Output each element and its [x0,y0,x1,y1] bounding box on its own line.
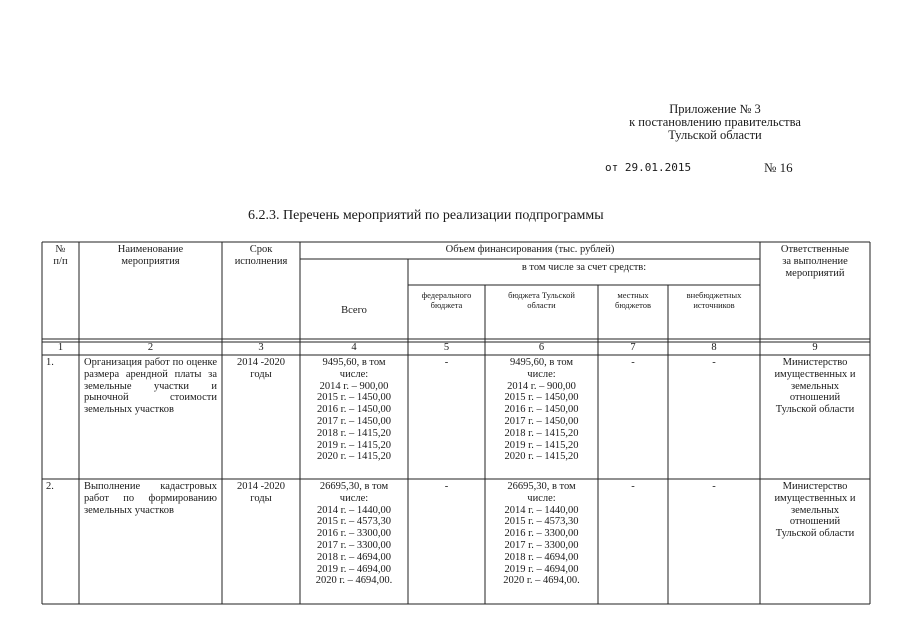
row-1-responsible: Министерство имущественных и земельных отношений Тульской области [774,357,856,416]
col-number: 7 [630,342,636,353]
row-2-responsible: Министерство имущественных и земельных отношений Тульской области [774,481,856,540]
col-number: 5 [443,342,450,353]
header-federal: федерального бюджета [421,290,472,310]
row-1-term: 2014 -2020 годы [236,357,286,380]
row-1-regional: 9495,60, в том числе: 2014 г. – 900,00 2015 г. – 1450,00 2016 г. – 1450,00 2017 г. – 1450,00 2018 г. – 1415,20 2019 г. – 1415,20 2020 г. – 1415,20 [504,357,579,463]
header-local: местных бюджетов [615,290,651,310]
row-2-num: 2. [46,481,54,492]
header-volume: Объем финансирования (тыс. рублей) [445,244,615,255]
appendix-title: Приложение № 3 [669,102,761,116]
col-number: 8 [711,342,717,353]
header-responsible: Ответственные за выполнение мероприятий [780,244,850,279]
row-1-extrabudget: - [712,357,716,368]
row-2-local: - [631,481,635,492]
row-1-total: 9495,60, в том числе: 2014 г. – 900,00 2015 г. – 1450,00 2016 г. – 1450,00 2017 г. – 1450,00 2018 г. – 1415,20 2019 г. – 1415,20 2020 г. – 1415,20 [317,357,391,463]
header-name: Наименование мероприятия [117,244,184,267]
appendix-line-2: к постановлению правительства [629,115,801,129]
row-1-local: - [631,357,635,368]
header-term: Срок исполнения [234,244,288,267]
row-1-name: Организация работ по оценке размера арендной платы за земельные участки и рыночной стоимости земельных участков [84,357,217,416]
header-including: в том числе за счет средств: [521,262,647,273]
col-number: 3 [258,342,264,353]
header-regional: бюджета Тульской области [508,290,575,310]
row-1-federal: - [444,357,449,368]
decree-number: № 16 [764,160,793,175]
decree-date: от 29.01.2015 [605,161,692,174]
appendix-line-3: Тульской области [668,128,762,142]
col-number: 1 [57,342,64,353]
row-2-federal: - [444,481,449,492]
row-1-num: 1. [46,357,54,368]
col-number: 6 [538,342,545,353]
document-title: 6.2.3. Перечень мероприятий по реализации подпрограммы [248,208,604,223]
header-total: Всего [341,305,367,316]
appendix-header [560,103,870,142]
row-2-extrabudget: - [712,481,716,492]
col-number: 2 [147,342,154,353]
col-number: 9 [812,342,818,353]
row-2-term: 2014 -2020 годы [236,481,286,504]
header-num: № п/п [53,244,68,267]
row-2-total: 26695,30, в том числе: 2014 г. – 1440,00 2015 г. – 4573,30 2016 г. – 3300,00 2017 г. – 3300,00 2018 г. – 4694,00 2019 г. – 4694,00 2020 г. – 4694,00. [315,481,393,587]
header-extrabudget: внебюджетных источников [686,290,742,310]
row-2-name: Выполнение кадастровых работ по формированию земельных участков [84,481,217,516]
row-2-regional: 26695,30, в том числе: 2014 г. – 1440,00 2015 г. – 4573,30 2016 г. – 3300,00 2017 г. – 3300,00 2018 г. – 4694,00 2019 г. – 4694,00 2020 г. – 4694,00. [503,481,580,587]
col-number: 4 [351,342,357,353]
